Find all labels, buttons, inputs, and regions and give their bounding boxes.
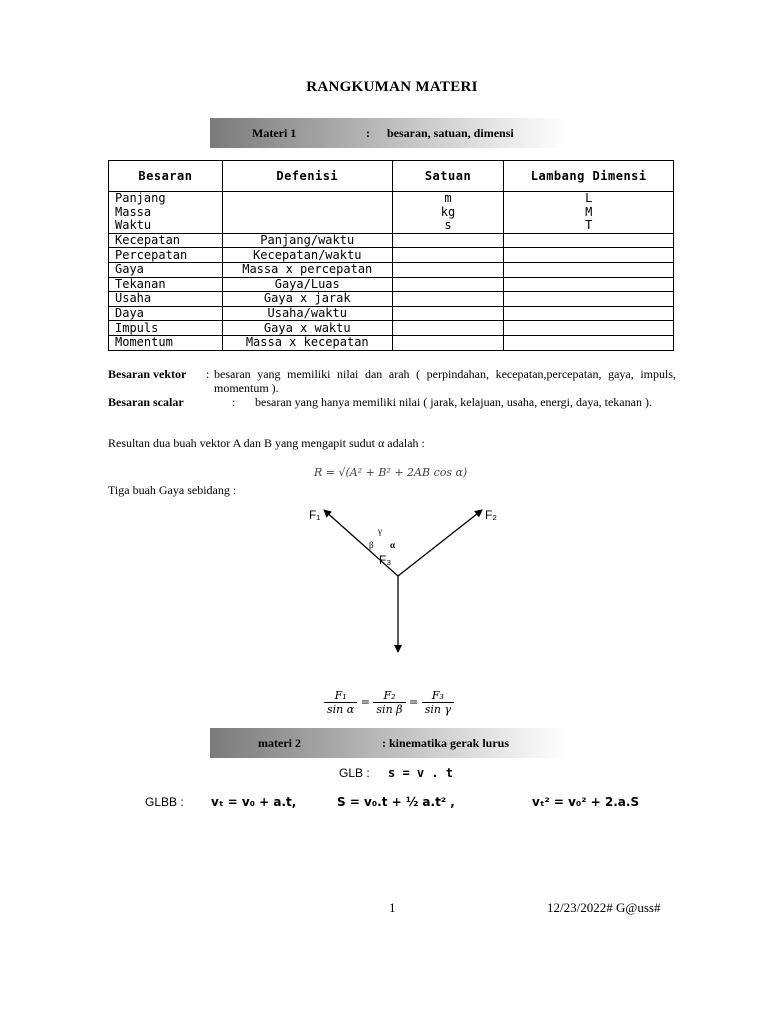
cell-defenisi [222,192,392,206]
cell-defenisi: Usaha/waktu [222,306,392,321]
cell-defenisi: Massa x kecepatan [222,335,392,350]
besaran-vektor-def [108,367,676,395]
resultan-formula: R = √(A² + B² + 2AB cos α) [314,466,468,479]
materi1-colon: : [366,126,370,140]
scalar-colon: : [232,395,236,409]
cell-satuan [392,321,504,336]
cell-satuan [392,335,504,350]
table-row [109,321,674,336]
cell-satuan [392,306,504,321]
cell-besaran: Impuls [109,321,223,336]
cell-besaran: Waktu [109,219,223,233]
equals-sign: = [360,695,370,709]
materi1-topic: besaran, satuan, dimensi [387,126,514,140]
scalar-text: besaran yang hanya memiliki nilai ( jarak, kelajuan, usaha, energi, daya, tekanan ). [255,395,652,409]
cell-besaran: Panjang [109,192,223,206]
cell-satuan [392,277,504,292]
cell-defenisi: Panjang/waktu [222,233,392,248]
resultan-text: Resultan dua buah vektor A dan B yang mengapit sudut α adalah : [108,436,425,450]
f2-label: F₂ [485,508,497,522]
vektor-colon: : [206,367,210,381]
glbb-formula-distance: S = v₀.t + ½ a.t² , [337,795,455,809]
besaran-scalar-def [108,395,676,409]
cell-satuan [392,262,504,277]
cell-besaran: Usaha [109,292,223,307]
table-row [109,262,674,277]
materi2-topic: : kinematika gerak lurus [382,736,510,750]
cell-dimensi [504,248,674,263]
footer-stamp: 12/23/2022# G@uss# [547,900,661,915]
table-row [109,248,674,263]
cell-dimensi: L [504,192,674,206]
denominator-sin-beta: sin β [376,703,403,716]
scalar-label: Besaran scalar [108,395,184,409]
table-row [109,306,674,321]
cell-defenisi: Kecepatan/waktu [222,248,392,263]
fraction-f1 [324,689,357,716]
table-row [109,206,674,220]
cell-dimensi [504,233,674,248]
force-diagram [300,500,510,665]
besaran-table [108,160,674,351]
cell-dimensi [504,262,674,277]
table-row [109,219,674,233]
f2-vector [398,510,482,576]
equals-sign: = [409,695,419,709]
table-row [109,335,674,350]
header-satuan: Satuan [392,161,504,192]
materi2-label: materi 2 [258,736,301,750]
glb-formula: s = v . t [388,766,454,780]
glbb-label: GLBB : [145,795,184,809]
cell-defenisi: Gaya/Luas [222,277,392,292]
cell-besaran: Daya [109,306,223,321]
table-header-row [109,161,674,192]
cell-dimensi [504,277,674,292]
alpha-angle: α [390,540,396,550]
cell-besaran: Percepatan [109,248,223,263]
cell-satuan: kg [392,206,504,220]
fraction-f2 [373,689,405,716]
materi1-bar [210,118,566,148]
cell-dimensi [504,292,674,307]
gamma-angle: γ [378,526,382,536]
numerator-f3: F₃ [422,689,454,703]
materi2-bar [210,728,566,758]
numerator-f2: F₂ [373,689,405,703]
cell-defenisi [222,219,392,233]
cell-dimensi: T [504,219,674,233]
cell-besaran: Momentum [109,335,223,350]
denominator-sin-gamma: sin γ [424,703,452,716]
table-row [109,192,674,206]
cell-dimensi: M [504,206,674,220]
cell-defenisi [222,206,392,220]
f1-label: F₁ [309,508,321,522]
beta-angle: β [369,540,374,550]
cell-besaran: Kecepatan [109,233,223,248]
page-number: 1 [389,900,396,915]
gaya-text: Tiga buah Gaya sebidang : [108,483,237,497]
cell-satuan [392,233,504,248]
page-title: RANGKUMAN MATERI [306,79,478,95]
table-row [109,233,674,248]
cell-besaran: Tekanan [109,277,223,292]
denominator-sin-alpha: sin α [327,703,355,716]
cell-dimensi [504,321,674,336]
table-row [109,277,674,292]
vektor-text: besaran yang memiliki nilai dan arah ( perpindahan, kecepatan,percepatan, gaya, impuls, momentum ). [214,367,676,395]
cell-satuan [392,248,504,263]
cell-defenisi: Gaya x waktu [222,321,392,336]
cell-dimensi [504,306,674,321]
fraction-f3 [422,689,454,716]
materi1-label: Materi 1 [252,126,297,140]
cell-satuan [392,292,504,307]
header-lambang-dimensi: Lambang Dimensi [504,161,674,192]
numerator-f1: F₁ [324,689,357,703]
glbb-formula-velocity: vₜ = v₀ + a.t, [211,795,297,809]
lami-formula [324,689,454,716]
f3-label: F₃ [379,553,392,567]
cell-defenisi: Gaya x jarak [222,292,392,307]
cell-besaran: Massa [109,206,223,220]
cell-defenisi: Massa x percepatan [222,262,392,277]
cell-dimensi [504,335,674,350]
glbb-formula-velocity-squared: vₜ² = v₀² + 2.a.S [532,795,640,809]
vektor-label: Besaran vektor [108,367,187,381]
header-besaran: Besaran [109,161,223,192]
cell-satuan: m [392,192,504,206]
glb-label: GLB : [339,766,370,780]
table-row [109,292,674,307]
cell-besaran: Gaya [109,262,223,277]
cell-satuan: s [392,219,504,233]
header-defenisi: Defenisi [222,161,392,192]
